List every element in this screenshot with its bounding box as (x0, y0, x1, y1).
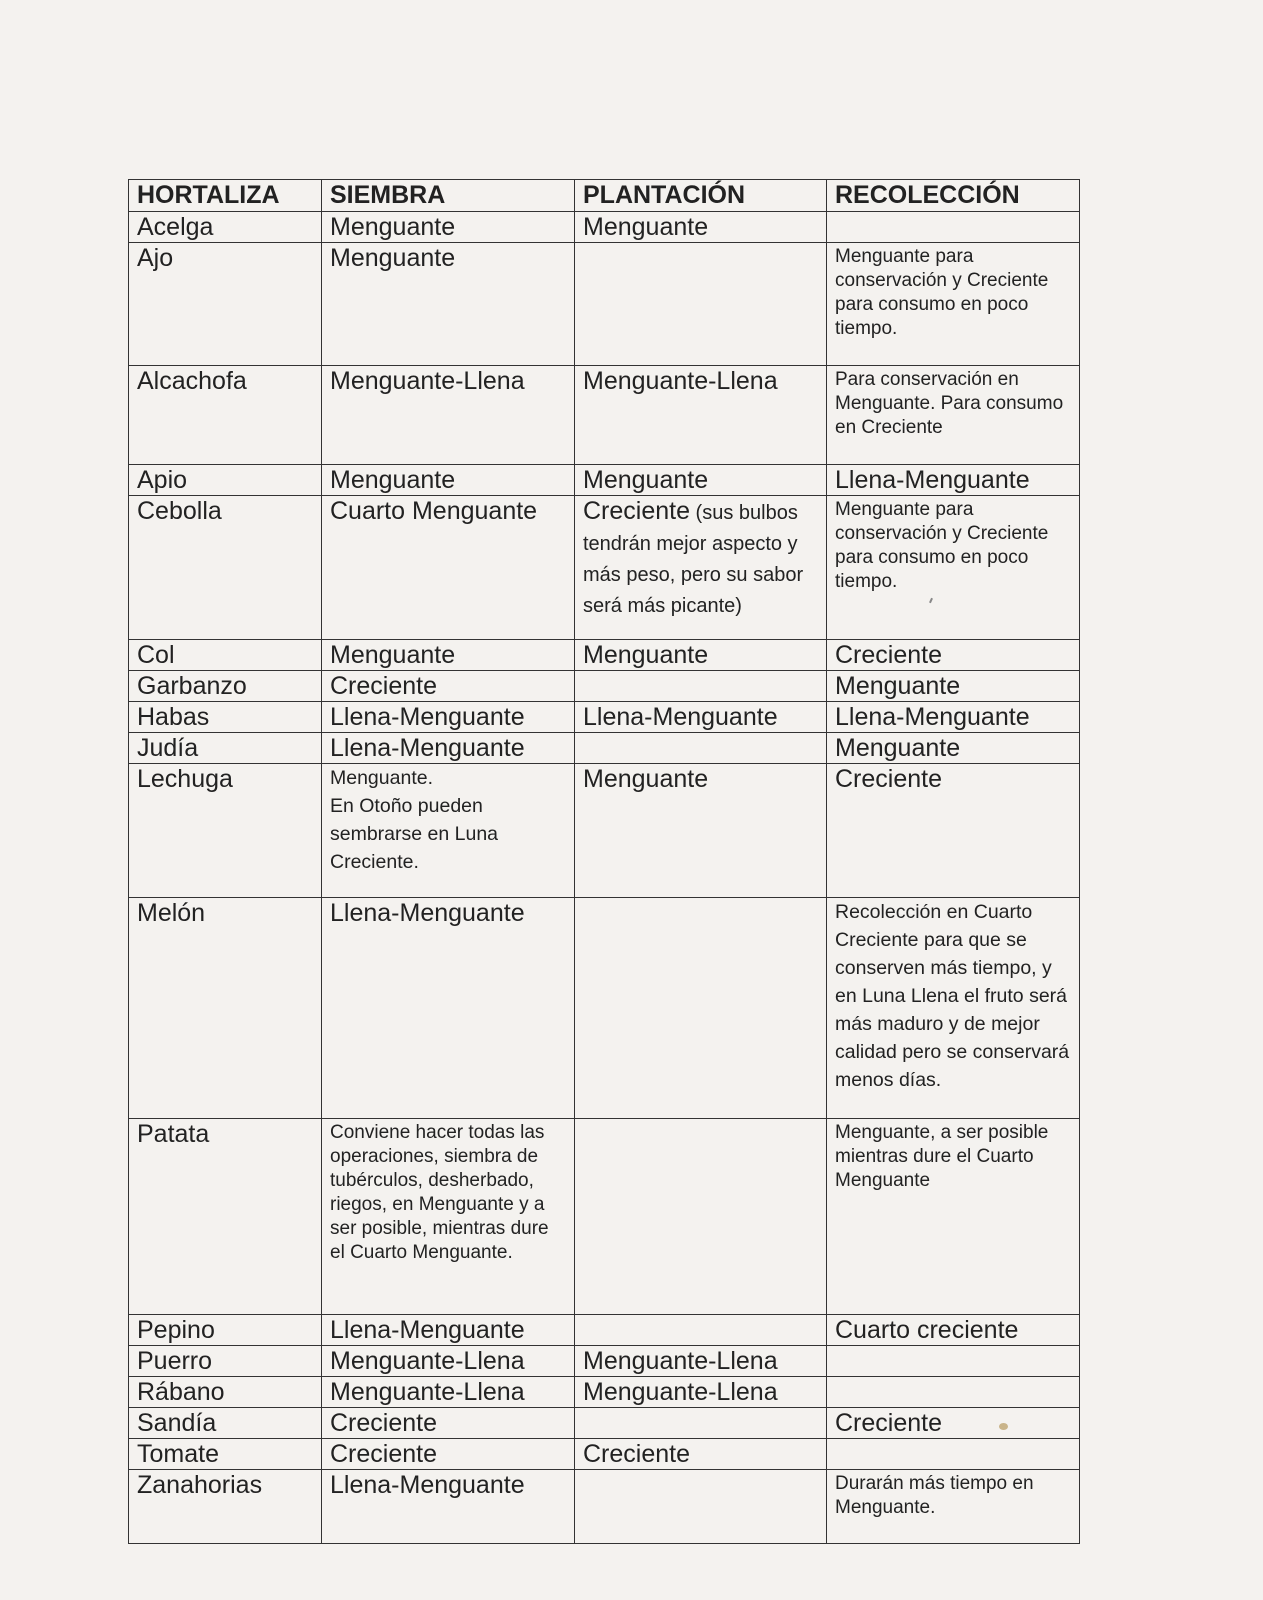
cell-siembra: Llena-Menguante (322, 1315, 575, 1346)
cell-plantacion: Menguante (575, 465, 827, 496)
cell-plantacion (575, 243, 827, 366)
cell-plantacion (575, 898, 827, 1119)
table-row (129, 733, 1080, 764)
cell-hortaliza: Puerro (129, 1346, 322, 1377)
cell-recoleccion: Menguante para conservación y Creciente para consumo en poco tiempo. (827, 243, 1080, 366)
lunar-planting-table (128, 179, 1080, 1544)
cell-hortaliza: Garbanzo (129, 671, 322, 702)
cell-recoleccion: Llena-Menguante (827, 465, 1080, 496)
table-row (129, 1439, 1080, 1470)
cell-plantacion: Menguante (575, 640, 827, 671)
cell-siembra: Llena-Menguante (322, 702, 575, 733)
cell-recoleccion: Para conservación en Menguante. Para consumo en Creciente (827, 366, 1080, 465)
cell-recoleccion: Menguante (827, 733, 1080, 764)
cell-plantacion (575, 1470, 827, 1544)
table-row (129, 1346, 1080, 1377)
paper-speck (999, 1423, 1008, 1430)
table-row (129, 1377, 1080, 1408)
cell-recoleccion: Menguante para conservación y Creciente para consumo en poco tiempo. (827, 496, 1080, 640)
cell-hortaliza: Cebolla (129, 496, 322, 640)
cell-plantacion: Llena-Menguante (575, 702, 827, 733)
table-row (129, 1315, 1080, 1346)
table-row (129, 212, 1080, 243)
cell-siembra: Menguante-Llena (322, 1346, 575, 1377)
cell-hortaliza: Ajo (129, 243, 322, 366)
cell-hortaliza: Melón (129, 898, 322, 1119)
cell-recoleccion: Creciente (827, 640, 1080, 671)
cell-recoleccion: Cuarto creciente (827, 1315, 1080, 1346)
table-row (129, 671, 1080, 702)
cell-plantacion (575, 671, 827, 702)
header-plantacion: PLANTACIÓN (575, 180, 827, 212)
cell-recoleccion (827, 1346, 1080, 1377)
cell-recoleccion: Creciente (827, 764, 1080, 898)
cell-plantacion: Menguante-Llena (575, 366, 827, 465)
cell-hortaliza: Pepino (129, 1315, 322, 1346)
cell-hortaliza: Acelga (129, 212, 322, 243)
cell-plantacion (575, 496, 827, 640)
cell-hortaliza: Habas (129, 702, 322, 733)
table-row (129, 640, 1080, 671)
cell-plantacion (575, 1408, 827, 1439)
table-row (129, 465, 1080, 496)
cell-siembra: Menguante (322, 212, 575, 243)
cell-recoleccion: Menguante, a ser posible mientras dure el Cuarto Menguante (827, 1119, 1080, 1315)
table-row (129, 496, 1080, 640)
cell-recoleccion (827, 212, 1080, 243)
cell-siembra: Llena-Menguante (322, 1470, 575, 1544)
cell-hortaliza: Judía (129, 733, 322, 764)
table-row (129, 702, 1080, 733)
cell-recoleccion: Durarán más tiempo en Menguante. (827, 1470, 1080, 1544)
cell-recoleccion: Recolección en Cuarto Creciente para que se conserven más tiempo, y en Luna Llena el fruto será más maduro y de mejor calidad pero se conservará menos días. (827, 898, 1080, 1119)
header-row (129, 180, 1080, 212)
header-recoleccion: RECOLECCIÓN (827, 180, 1080, 212)
cell-siembra: Menguante (322, 465, 575, 496)
header-siembra: SIEMBRA (322, 180, 575, 212)
cell-hortaliza: Tomate (129, 1439, 322, 1470)
cell-siembra: Llena-Menguante (322, 733, 575, 764)
cell-siembra: Menguante (322, 243, 575, 366)
cell-siembra: Menguante-Llena (322, 1377, 575, 1408)
table-row (129, 1119, 1080, 1315)
cell-hortaliza: Col (129, 640, 322, 671)
cell-hortaliza: Alcachofa (129, 366, 322, 465)
table-row (129, 366, 1080, 465)
cell-recoleccion: Menguante (827, 671, 1080, 702)
cell-siembra: Creciente (322, 1408, 575, 1439)
cell-siembra (322, 764, 575, 898)
cell-recoleccion: Llena-Menguante (827, 702, 1080, 733)
cell-plantacion: Creciente (575, 1439, 827, 1470)
cell-siembra: Cuarto Menguante (322, 496, 575, 640)
cell-plantacion (575, 1119, 827, 1315)
cell-hortaliza: Lechuga (129, 764, 322, 898)
header-hortaliza: HORTALIZA (129, 180, 322, 212)
cell-hortaliza: Rábano (129, 1377, 322, 1408)
table-row (129, 1470, 1080, 1544)
plantacion-main: Creciente (583, 497, 690, 525)
cell-recoleccion (827, 1439, 1080, 1470)
cell-hortaliza: Patata (129, 1119, 322, 1315)
cell-plantacion (575, 1315, 827, 1346)
plantacion-note: (sus bulbos tendrán mejor aspecto y más peso, pero su sabor será más picante) (583, 502, 804, 617)
cell-plantacion: Menguante (575, 764, 827, 898)
cell-siembra: Menguante-Llena (322, 366, 575, 465)
cell-plantacion: Menguante (575, 212, 827, 243)
cell-hortaliza: Apio (129, 465, 322, 496)
cell-siembra: Menguante (322, 640, 575, 671)
cell-siembra: Creciente (322, 1439, 575, 1470)
cell-plantacion: Menguante-Llena (575, 1377, 827, 1408)
table-row (129, 898, 1080, 1119)
cell-plantacion: Menguante-Llena (575, 1346, 827, 1377)
cell-hortaliza: Sandía (129, 1408, 322, 1439)
table-row (129, 1408, 1080, 1439)
cell-siembra: Creciente (322, 671, 575, 702)
cell-recoleccion: Creciente (827, 1408, 1080, 1439)
cell-siembra: Llena-Menguante (322, 898, 575, 1119)
table-row (129, 764, 1080, 898)
table-row (129, 243, 1080, 366)
cell-siembra: Conviene hacer todas las operaciones, siembra de tubérculos, desherbado, riegos, en Menguante y a ser posible, mientras dure el Cuarto Menguante. (322, 1119, 575, 1315)
siembra-line-2: En Otoño pueden sembrarse en Luna Creciente. (330, 795, 499, 873)
cell-hortaliza: Zanahorias (129, 1470, 322, 1544)
cell-recoleccion (827, 1377, 1080, 1408)
cell-plantacion (575, 733, 827, 764)
siembra-line-1: Menguante. (330, 767, 433, 789)
